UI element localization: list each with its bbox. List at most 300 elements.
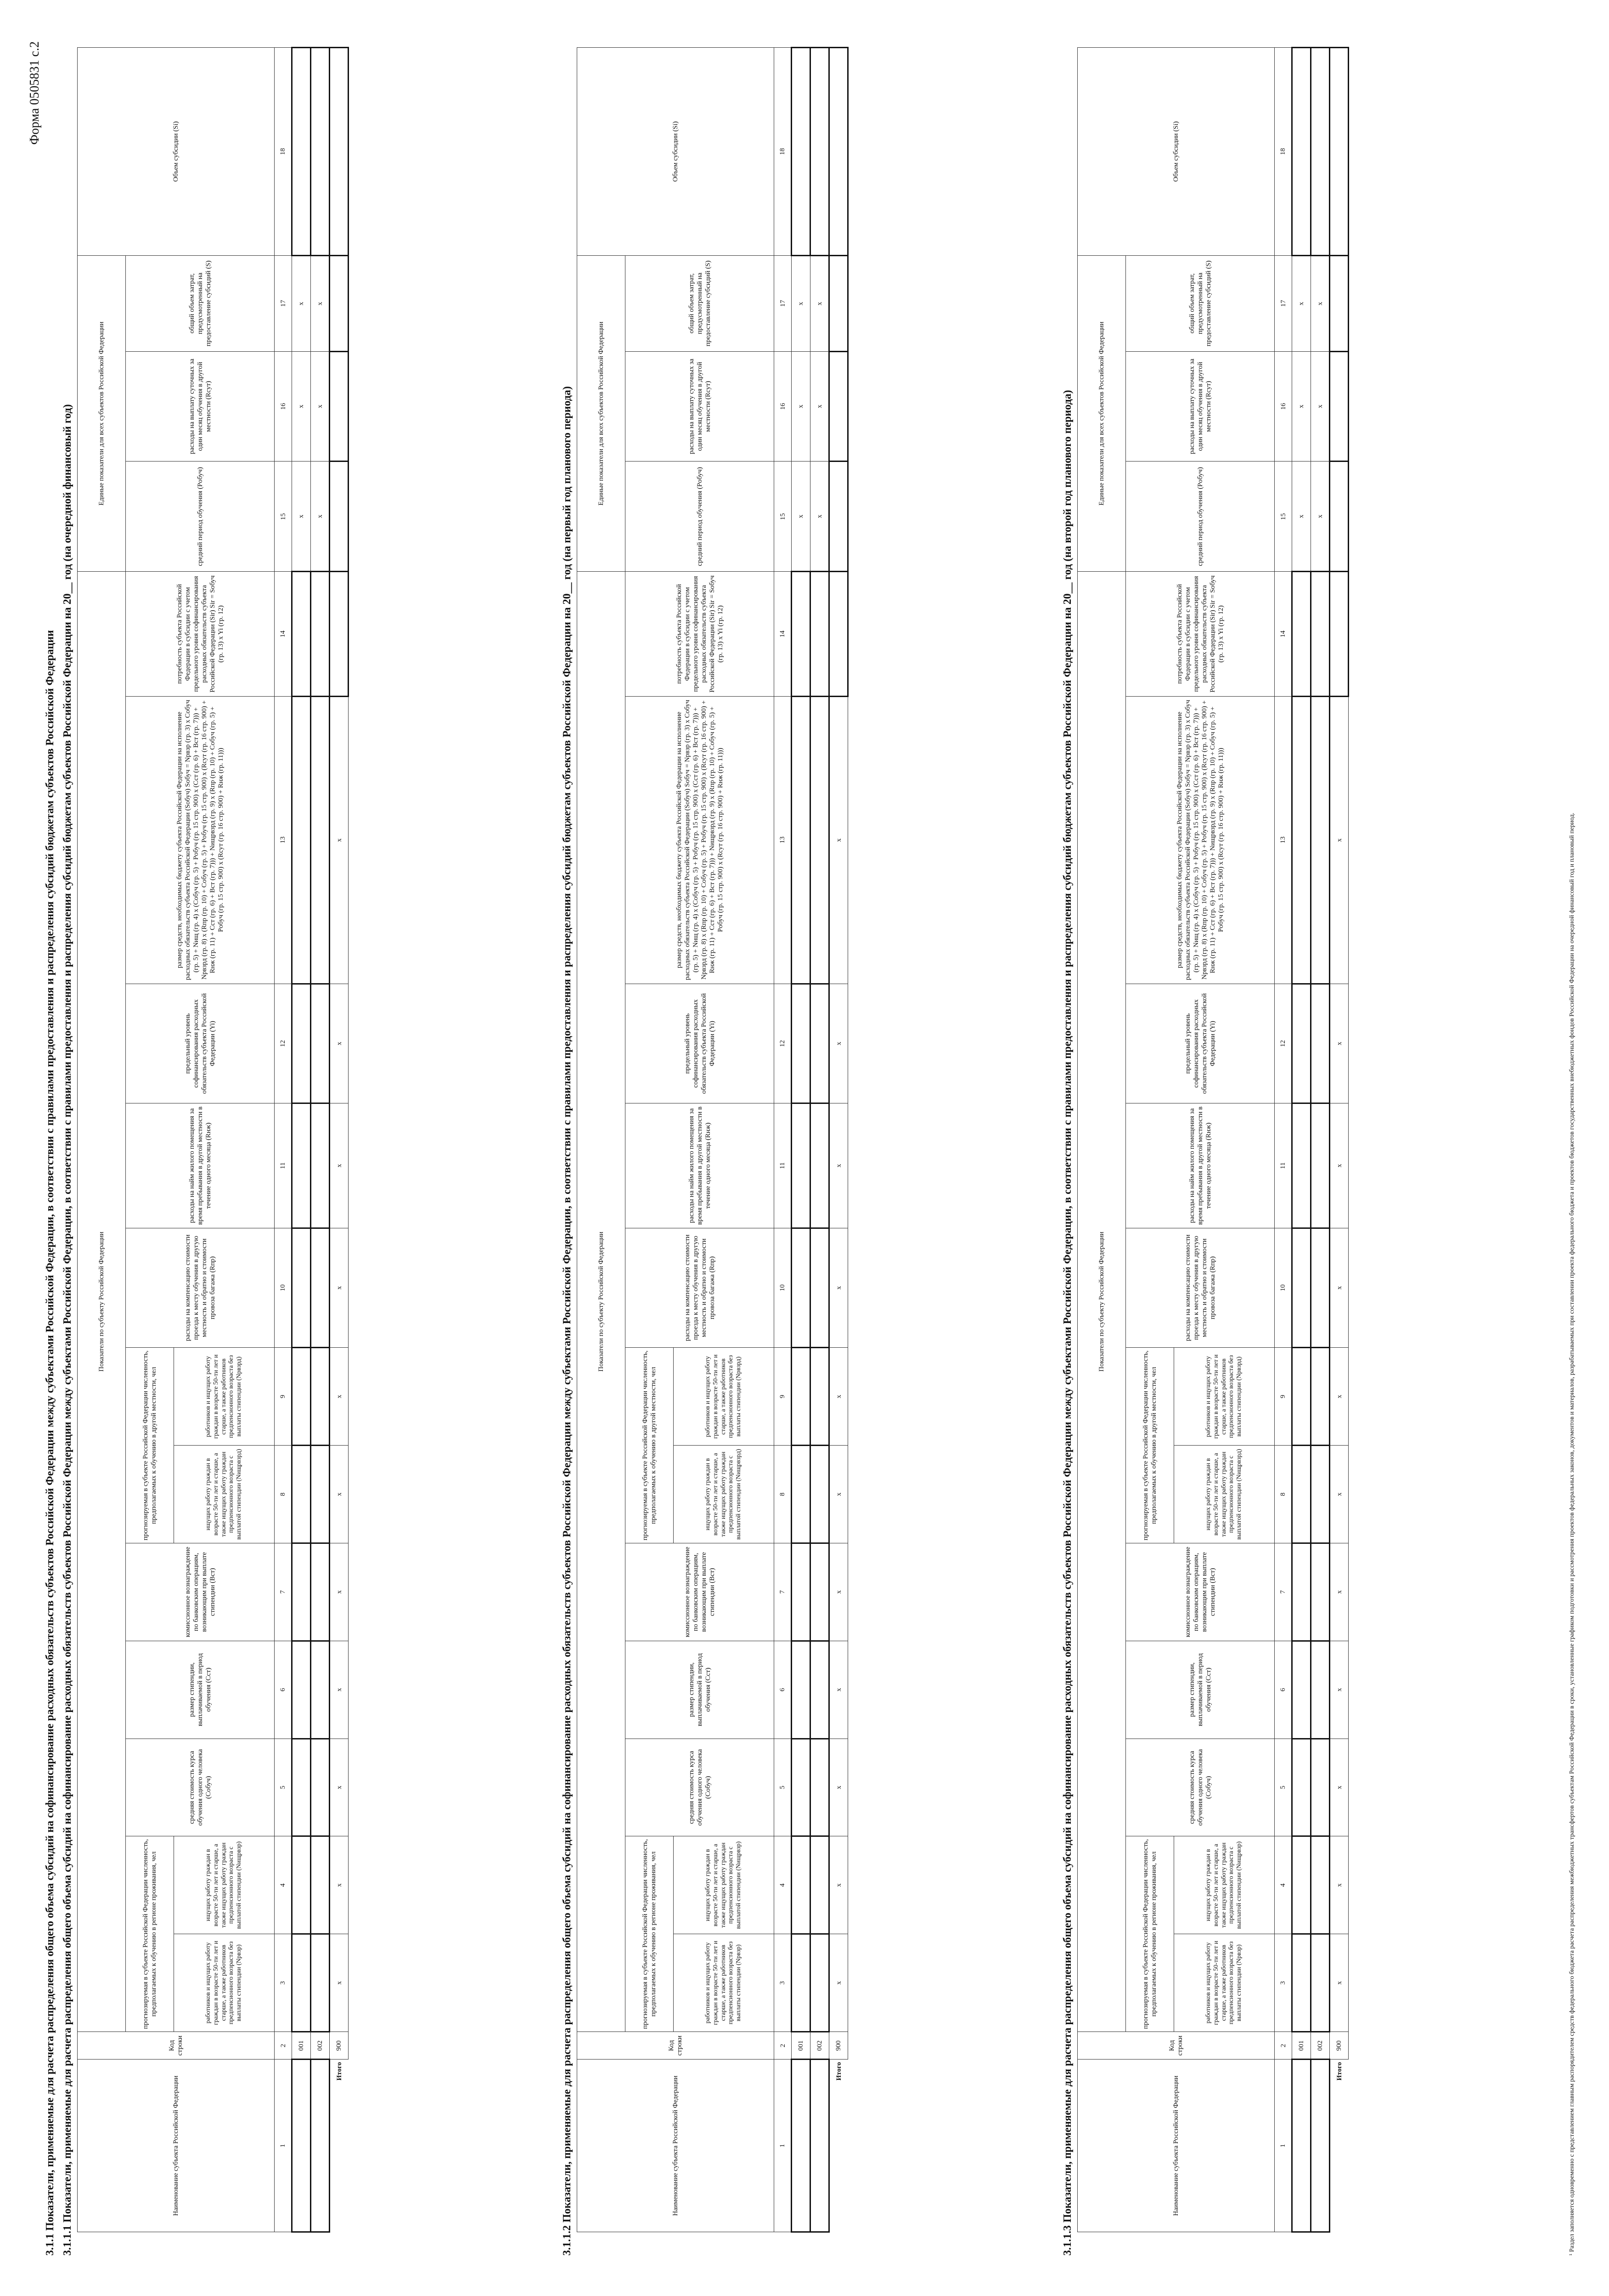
col-number: 9 [774, 1348, 792, 1446]
data-cell[interactable] [792, 1228, 810, 1348]
row-code: 001 [792, 2032, 810, 2060]
col-number: 8 [774, 1446, 792, 1543]
col-7-header: комиссионное вознаграждение по банковским операциям, возникающим при выплате стипендии (Bст) [625, 1543, 774, 1641]
data-cell[interactable] [1311, 1103, 1330, 1228]
col-11-header: расходы на найм жилого помещения за время пребывания в другой местности в течение одного месяца (Rнж) [625, 1103, 774, 1228]
data-cell[interactable] [792, 1934, 810, 2032]
x-cell: x [829, 1348, 848, 1446]
data-cell[interactable] [810, 1836, 829, 1934]
col-number: 15 [774, 461, 792, 572]
col-number: 16 [774, 351, 792, 461]
col-9-header: работников и ищущих работу граждан в возрасте 50-ти лет и старше, а также работников предпенсионного возраста без выплаты стипендии (Nрвзрд) [674, 1348, 774, 1446]
col-name-header: Наименование субъекта Российской Федерации [577, 2060, 774, 2232]
col-11-header: расходы на найм жилого помещения за время пребывания в другой местности в течение одного месяца (Rнж) [126, 1103, 275, 1228]
group-forecast-region: прогнозируемая в субъекте Российской Федерации численность, предполагаемых к обучению в регионе проживания, чел [625, 1836, 674, 2032]
row-code: 001 [1292, 2032, 1311, 2060]
x-cell: x [1330, 1836, 1349, 1934]
data-cell[interactable] [810, 1543, 829, 1641]
col-number: 17 [774, 255, 792, 351]
x-cell: x [330, 1739, 349, 1836]
total-code: 900 [330, 2032, 349, 2060]
total-row [330, 48, 349, 2232]
data-cell[interactable] [1292, 1739, 1311, 1836]
data-cell[interactable] [1311, 1739, 1330, 1836]
col-number: 3 [1275, 1934, 1292, 2032]
data-cell[interactable] [311, 1228, 330, 1348]
group-forecast-other: прогнозируемая в субъекте Российской Федерации численность, предполагаемых к обучению в другой местности, чел [1126, 1348, 1174, 1543]
x-cell: x [292, 461, 311, 572]
data-cell[interactable] [792, 1641, 810, 1739]
data-cell[interactable] [810, 572, 829, 696]
data-cell[interactable] [810, 1739, 829, 1836]
x-cell: x [1292, 351, 1311, 461]
data-cell[interactable] [311, 1934, 330, 2032]
data-cell[interactable] [810, 1228, 829, 1348]
col-12-header: предельный уровень софинансирования расходных обязательств субъекта Российской Федерации (Yi) [1126, 984, 1275, 1103]
group-forecast-other: прогнозируемая в субъекте Российской Федерации численность, предполагаемых к обучению в другой местности, чел [625, 1348, 674, 1543]
col-17-header: общий объем затрат, предусмотренный на предоставление субсидий (S) [625, 255, 774, 351]
x-cell: x [829, 1103, 848, 1228]
x-cell: x [1330, 696, 1349, 984]
data-cell[interactable] [1311, 1228, 1330, 1348]
data-cell[interactable] [1311, 696, 1330, 984]
subsection-title-2: 3.1.1.2 Показатели, применяемые для расчета распределения общего объема субсидий на софинансирование расходных обязательств субъектов Российской Федерации между субъектами Российской Федерации, в соответствии с правилами предоставления и распределения субсидий бюджетам субъектов Российской Федерации на 20__ год (на первый год планового периода) [561, 386, 573, 2256]
group-subject-header: Показатели по субъекту Российской Федерации [78, 572, 126, 2032]
x-cell: x [1330, 1348, 1349, 1446]
col-14-header: потребность субъекта Российской Федерации в субсидии с учетом предельного уровня софинансирования расходных обязательств субъекта Российской Федерации (Sir) Sir = Sобуч (гр. 13) x Yi (гр. 12) [625, 572, 774, 696]
col-number: 11 [275, 1103, 292, 1228]
col-3-header: работников и ищущих работу граждан в возрасте 50-ти лет и старше, а также работников предпенсионного возраста без выплаты стипендии (Nрвзр) [674, 1934, 774, 2032]
x-cell: x [829, 1228, 848, 1348]
data-cell[interactable] [1311, 1348, 1330, 1446]
data-cell[interactable] [1292, 1228, 1311, 1348]
data-cell[interactable] [292, 1739, 311, 1836]
column-numbers-row [275, 48, 292, 2232]
data-cell[interactable] [829, 572, 848, 696]
table-row [1292, 48, 1311, 2232]
col-number: 1 [1275, 2060, 1292, 2232]
col-6-header: размер стипендии, выплачиваемой в период обучения (Cст) [1126, 1641, 1275, 1739]
data-cell[interactable] [810, 1348, 829, 1446]
row-code: 002 [810, 2032, 829, 2060]
col-number: 13 [275, 696, 292, 984]
col-number: 14 [774, 572, 792, 696]
total-code: 900 [829, 2032, 848, 2060]
x-cell: x [810, 461, 829, 572]
data-cell[interactable] [1292, 984, 1311, 1103]
col-number: 1 [774, 2060, 792, 2232]
group-forecast-region: прогнозируемая в субъекте Российской Федерации численность, предполагаемых к обучению в регионе проживания, чел [1126, 1836, 1174, 2032]
data-cell[interactable] [792, 1739, 810, 1836]
col-number: 12 [774, 984, 792, 1103]
row-code: 001 [292, 2032, 311, 2060]
col-6-header: размер стипендии, выплачиваемой в период обучения (Cст) [625, 1641, 774, 1739]
col-4-header: ищущих работу граждан в возрасте 50-ти лет и старше, а также ищущих работу граждан предпенсионного возраста с выплатой стипендии (Nищрвзр) [1174, 1836, 1275, 1934]
col-number: 10 [774, 1228, 792, 1348]
data-cell[interactable] [1330, 572, 1349, 696]
data-cell[interactable] [1330, 461, 1349, 572]
col-number: 11 [774, 1103, 792, 1228]
x-cell: x [330, 1934, 349, 2032]
x-cell: x [330, 1543, 349, 1641]
col-5-header: средняя стоимость курса обучения одного человека (Cобуч) [1126, 1739, 1275, 1836]
group-subject-header: Показатели по субъекту Российской Федерации [1078, 572, 1126, 2032]
data-cell[interactable] [829, 255, 848, 351]
data-cell[interactable] [292, 572, 311, 696]
x-cell: x [829, 1739, 848, 1836]
region-name-cell[interactable] [292, 2060, 311, 2232]
col-number: 9 [1275, 1348, 1292, 1446]
x-cell: x [1330, 1543, 1349, 1641]
col-number: 5 [275, 1739, 292, 1836]
col-number: 18 [774, 48, 792, 256]
group-forecast-region: прогнозируемая в субъекте Российской Федерации численность, предполагаемых к обучению в регионе проживания, чел [126, 1836, 174, 2032]
col-number: 3 [275, 1934, 292, 2032]
region-name-cell[interactable] [792, 2060, 810, 2232]
x-cell: x [1311, 351, 1330, 461]
col-code-header: Код строки [78, 2032, 275, 2060]
data-cell[interactable] [1292, 1934, 1311, 2032]
data-cell[interactable] [292, 48, 311, 256]
col-number: 3 [774, 1934, 792, 2032]
col-number: 10 [1275, 1228, 1292, 1348]
x-cell: x [311, 461, 330, 572]
col-code-header: Код строки [577, 2032, 774, 2060]
col-18-header: Объем субсидии (Si) [577, 48, 774, 256]
col-8-header: ищущих работу граждан в возрасте 50-ти лет и старше, а также ищущих работу граждан предпенсионного возраста с выплатой стипендии (Nищрвзрд) [1174, 1446, 1275, 1543]
col-number: 12 [275, 984, 292, 1103]
group-all-header: Единые показатели для всех субъектов Российской Федерации [78, 255, 126, 571]
total-row [829, 48, 848, 2232]
x-cell: x [829, 1446, 848, 1543]
data-cell[interactable] [1292, 1641, 1311, 1739]
col-9-header: работников и ищущих работу граждан в возрасте 50-ти лет и старше, а также работников предпенсионного возраста без выплаты стипендии (Nрвзрд) [1174, 1348, 1275, 1446]
total-code: 900 [1330, 2032, 1349, 2060]
data-cell[interactable] [292, 984, 311, 1103]
col-name-header: Наименование субъекта Российской Федерации [1078, 2060, 1275, 2232]
group-all-header: Единые показатели для всех субъектов Российской Федерации [577, 255, 625, 571]
table-row [1311, 48, 1330, 2232]
col-16-header: расходы на выплату суточных за один месяц обучения в другой местности (Rсут) [1126, 351, 1275, 461]
data-cell[interactable] [810, 1641, 829, 1739]
data-cell[interactable] [1330, 351, 1349, 461]
row-code: 002 [1311, 2032, 1330, 2060]
x-cell: x [292, 255, 311, 351]
table-row [810, 48, 829, 2232]
x-cell: x [330, 696, 349, 984]
data-cell[interactable] [792, 1103, 810, 1228]
col-number: 2 [1275, 2032, 1292, 2060]
region-name-cell[interactable] [311, 2060, 330, 2232]
x-cell: x [1330, 1103, 1349, 1228]
x-cell: x [330, 1348, 349, 1446]
data-cell[interactable] [792, 572, 810, 696]
subsection-title-3: 3.1.1.3 Показатели, применяемые для расчета распределения общего объема субсидий на софинансирование расходных обязательств субъектов Российской Федерации между субъектами Российской Федерации, в соответствии с правилами предоставления и распределения субсидий бюджетам субъектов Российской Федерации на 20__ год (на второй год планового периода) [1062, 390, 1074, 2256]
region-name-cell[interactable] [1292, 2060, 1311, 2232]
col-15-header: средний период обучения (Pобуч) [126, 461, 275, 572]
data-cell[interactable] [311, 984, 330, 1103]
col-number: 5 [1275, 1739, 1292, 1836]
table-row [292, 48, 311, 2232]
data-cell[interactable] [292, 1641, 311, 1739]
x-cell: x [330, 1446, 349, 1543]
x-cell: x [330, 984, 349, 1103]
data-cell[interactable] [292, 1934, 311, 2032]
total-row [1330, 48, 1349, 2232]
x-cell: x [1330, 984, 1349, 1103]
data-cell[interactable] [311, 572, 330, 696]
x-cell: x [1330, 1446, 1349, 1543]
col-number: 7 [275, 1543, 292, 1641]
data-cell[interactable] [311, 1543, 330, 1641]
col-number: 2 [275, 2032, 292, 2060]
x-cell: x [330, 1641, 349, 1739]
data-cell[interactable] [810, 696, 829, 984]
data-cell[interactable] [810, 48, 829, 256]
total-label: Итого [1335, 2062, 1343, 2081]
col-number: 8 [1275, 1446, 1292, 1543]
col-14-header: потребность субъекта Российской Федерации в субсидии с учетом предельного уровня софинансирования расходных обязательств субъекта Российской Федерации (Sir) Sir = Sобуч (гр. 13) x Yi (гр. 12) [126, 572, 275, 696]
data-cell[interactable] [311, 1641, 330, 1739]
col-number: 5 [774, 1739, 792, 1836]
col-number: 17 [1275, 255, 1292, 351]
col-5-header: средняя стоимость курса обучения одного человека (Cобуч) [625, 1739, 774, 1836]
col-15-header: средний период обучения (Pобуч) [1126, 461, 1275, 572]
subsidy-table-3 [1077, 47, 1349, 2233]
col-17-header: общий объем затрат, предусмотренный на предоставление субсидий (S) [1126, 255, 1275, 351]
data-cell[interactable] [311, 696, 330, 984]
col-number: 10 [275, 1228, 292, 1348]
col-number: 8 [275, 1446, 292, 1543]
total-label: Итого [835, 2062, 843, 2081]
col-number: 6 [275, 1641, 292, 1739]
x-cell: x [829, 1836, 848, 1934]
x-cell: x [1330, 1739, 1349, 1836]
data-cell[interactable] [1292, 572, 1311, 696]
x-cell: x [792, 461, 810, 572]
data-cell[interactable] [792, 696, 810, 984]
data-cell[interactable] [1292, 1103, 1311, 1228]
col-number: 16 [1275, 351, 1292, 461]
col-7-header: комиссионное вознаграждение по банковским операциям, возникающим при выплате стипендии (Bст) [1126, 1543, 1275, 1641]
column-numbers-row [774, 48, 792, 2232]
x-cell: x [1292, 461, 1311, 572]
data-cell[interactable] [1292, 1836, 1311, 1934]
data-cell[interactable] [292, 1543, 311, 1641]
data-cell[interactable] [292, 1228, 311, 1348]
col-number: 14 [1275, 572, 1292, 696]
data-cell[interactable] [292, 1103, 311, 1228]
data-cell[interactable] [292, 1446, 311, 1543]
region-name-cell[interactable] [810, 2060, 829, 2232]
data-cell[interactable] [1311, 1641, 1330, 1739]
col-13-header: размер средств, необходимых бюджету субъекта Российской Федерации на исполнение расходных обязательств субъекта Российской Федерации (Sобуч) Sобуч = Nрвзр (гр. 3) x Cобуч (гр. 5) + Nищ (гр. 4) x (Cобуч (гр. 5) + Pобуч (гр. 15 стр. 900) x (Cст (гр. 6) + Bст (гр. 7))) + Nрвзрд (гр. 8) x (Rпр (гр. 10) + Cобуч (гр. 5) + Pобуч (гр. 15 стр. 900) x (Rсут (гр. 16 стр. 900) + Rнж (гр. 11) + Cст (гр. 6) + Bст (гр. 7))) + Nищрвзрд (гр. 9) x (Rпр (гр. 10) + Cобуч (гр. 5) + Pобуч (гр. 15 стр. 900) x (Rсут (гр. 16 стр. 900) + Rнж (гр. 11))) [625, 696, 774, 984]
col-number: 11 [1275, 1103, 1292, 1228]
col-number: 2 [774, 2032, 792, 2060]
col-number: 12 [1275, 984, 1292, 1103]
col-number: 14 [275, 572, 292, 696]
column-numbers-row [1275, 48, 1292, 2232]
data-cell[interactable] [1292, 1446, 1311, 1543]
col-10-header: расходы на компенсацию стоимости проезда к месту обучения в другую местность и обратно и стоимости провоза багажа (Rпр) [1126, 1228, 1275, 1348]
x-cell: x [810, 255, 829, 351]
data-cell[interactable] [792, 1836, 810, 1934]
x-cell: x [330, 1228, 349, 1348]
col-12-header: предельный уровень софинансирования расходных обязательств субъекта Российской Федерации (Yi) [625, 984, 774, 1103]
col-12-header: предельный уровень софинансирования расходных обязательств субъекта Российской Федерации (Yi) [126, 984, 275, 1103]
data-cell[interactable] [810, 1103, 829, 1228]
data-cell[interactable] [330, 255, 349, 351]
data-cell[interactable] [330, 572, 349, 696]
x-cell: x [330, 1836, 349, 1934]
data-cell[interactable] [311, 1103, 330, 1228]
col-number: 17 [275, 255, 292, 351]
region-name-cell[interactable] [1311, 2060, 1330, 2232]
col-number: 1 [275, 2060, 292, 2232]
subsidy-table-1 [77, 47, 349, 2233]
data-cell[interactable] [829, 461, 848, 572]
data-cell[interactable] [829, 351, 848, 461]
x-cell: x [829, 696, 848, 984]
data-cell[interactable] [829, 48, 848, 256]
col-15-header: средний период обучения (Pобуч) [625, 461, 774, 572]
col-18-header: Объем субсидии (Si) [1078, 48, 1275, 256]
x-cell: x [1330, 1934, 1349, 2032]
col-10-header: расходы на компенсацию стоимости проезда к месту обучения в другую местность и обратно и стоимости провоза багажа (Rпр) [625, 1228, 774, 1348]
data-cell[interactable] [792, 48, 810, 256]
footnote: ¹ Раздел заполняется одновременно с представлением главным распорядителем средств федерального бюджета расчета распределения межбюджетных трансфертов субъектам Российской Федерации в сроки, установленные графиком подготовки и рассмотрения проектов федеральных законов, документов и материалов, разрабатываемых при составлении проекта федерального бюджета и проектов бюджетов государственных внебюджетных фондов Российской Федерации на очередной финансовый год и плановый период. [1569, 812, 1575, 2256]
data-cell[interactable] [792, 1543, 810, 1641]
x-cell: x [792, 255, 810, 351]
table-row [792, 48, 810, 2232]
data-cell[interactable] [1311, 1446, 1330, 1543]
data-cell[interactable] [810, 1446, 829, 1543]
data-cell[interactable] [311, 48, 330, 256]
data-cell[interactable] [792, 984, 810, 1103]
col-number: 13 [774, 696, 792, 984]
col-5-header: средняя стоимость курса обучения одного человека (Cобуч) [126, 1739, 275, 1836]
col-number: 4 [1275, 1836, 1292, 1934]
col-7-header: комиссионное вознаграждение по банковским операциям, возникающим при выплате стипендии (Bст) [126, 1543, 275, 1641]
col-number: 18 [1275, 48, 1292, 256]
x-cell: x [829, 1543, 848, 1641]
data-cell[interactable] [1311, 48, 1330, 256]
col-14-header: потребность субъекта Российской Федерации в субсидии с учетом предельного уровня софинансирования расходных обязательств субъекта Российской Федерации (Sir) Sir = Sобуч (гр. 13) x Yi (гр. 12) [1126, 572, 1275, 696]
col-number: 7 [774, 1543, 792, 1641]
col-8-header: ищущих работу граждан в возрасте 50-ти лет и старше, а также ищущих работу граждан предпенсионного возраста с выплатой стипендии (Nищрвзрд) [174, 1446, 275, 1543]
x-cell: x [311, 351, 330, 461]
col-number: 6 [1275, 1641, 1292, 1739]
data-cell[interactable] [810, 1934, 829, 2032]
col-number: 18 [275, 48, 292, 256]
data-cell[interactable] [792, 1446, 810, 1543]
data-cell[interactable] [330, 48, 349, 256]
col-3-header: работников и ищущих работу граждан в возрасте 50-ти лет и старше, а также работников предпенсионного возраста без выплаты стипендии (Nрвзр) [1174, 1934, 1275, 2032]
col-13-header: размер средств, необходимых бюджету субъекта Российской Федерации на исполнение расходных обязательств субъекта Российской Федерации (Sобуч) Sобуч = Nрвзр (гр. 3) x Cобуч (гр. 5) + Nищ (гр. 4) x (Cобуч (гр. 5) + Pобуч (гр. 15 стр. 900) x (Cст (гр. 6) + Bст (гр. 7))) + Nрвзрд (гр. 8) x (Rпр (гр. 10) + Cобуч (гр. 5) + Pобуч (гр. 15 стр. 900) x (Rсут (гр. 16 стр. 900) + Rнж (гр. 11) + Cст (гр. 6) + Bст (гр. 7))) + Nищрвзрд (гр. 9) x (Rпр (гр. 10) + Cобуч (гр. 5) + Pобуч (гр. 15 стр. 900) x (Rсут (гр. 16 стр. 900) + Rнж (гр. 11))) [1126, 696, 1275, 984]
data-cell[interactable] [330, 461, 349, 572]
data-cell[interactable] [1292, 1543, 1311, 1641]
x-cell: x [829, 984, 848, 1103]
data-cell[interactable] [1292, 1348, 1311, 1446]
x-cell: x [292, 351, 311, 461]
data-cell[interactable] [311, 1348, 330, 1446]
total-label: Итого [335, 2062, 343, 2081]
x-cell: x [311, 255, 330, 351]
group-all-header: Единые показатели для всех субъектов Российской Федерации [1078, 255, 1126, 571]
col-code-header: Код строки [1078, 2032, 1275, 2060]
table-row [311, 48, 330, 2232]
subsection-title-1: 3.1.1.1 Показатели, применяемые для расчета распределения общего объема субсидий на софинансирование расходных обязательств субъектов Российской Федерации между субъектами Российской Федерации, в соответствии с правилами предоставления и распределения субсидий бюджетам субъектов Российской Федерации на 20__ год (на очередной финансовый год) [62, 404, 73, 2256]
col-13-header: размер средств, необходимых бюджету субъекта Российской Федерации на исполнение расходных обязательств субъекта Российской Федерации (Sобуч) Sобуч = Nрвзр (гр. 3) x Cобуч (гр. 5) + Nищ (гр. 4) x (Cобуч (гр. 5) + Pобуч (гр. 15 стр. 900) x (Cст (гр. 6) + Bст (гр. 7))) + Nрвзрд (гр. 8) x (Rпр (гр. 10) + Cобуч (гр. 5) + Pобуч (гр. 15 стр. 900) x (Rсут (гр. 16 стр. 900) + Rнж (гр. 11) + Cст (гр. 6) + Bст (гр. 7))) + Nищрвзрд (гр. 9) x (Rпр (гр. 10) + Cобуч (гр. 5) + Pобуч (гр. 15 стр. 900) x (Rсут (гр. 16 стр. 900) + Rнж (гр. 11))) [126, 696, 275, 984]
col-number: 15 [1275, 461, 1292, 572]
x-cell: x [829, 1641, 848, 1739]
col-3-header: работников и ищущих работу граждан в возрасте 50-ти лет и старше, а также работников предпенсионного возраста без выплаты стипендии (Nрвзр) [174, 1934, 275, 2032]
form-label: Форма 0505831 с.2 [28, 41, 42, 145]
data-cell[interactable] [1292, 696, 1311, 984]
col-17-header: общий объем затрат, предусмотренный на предоставление субсидий (S) [126, 255, 275, 351]
col-4-header: ищущих работу граждан в возрасте 50-ти лет и старше, а также ищущих работу граждан предпенсионного возраста с выплатой стипендии (Nищрвзр) [674, 1836, 774, 1934]
col-number: 9 [275, 1348, 292, 1446]
data-cell[interactable] [1330, 255, 1349, 351]
x-cell: x [330, 1103, 349, 1228]
col-number: 6 [774, 1641, 792, 1739]
group-forecast-other: прогнозируемая в субъекте Российской Федерации численность, предполагаемых к обучению в другой местности, чел [126, 1348, 174, 1543]
data-cell[interactable] [810, 984, 829, 1103]
col-18-header: Объем субсидии (Si) [78, 48, 275, 256]
col-6-header: размер стипендии, выплачиваемой в период обучения (Cст) [126, 1641, 275, 1739]
row-code: 002 [311, 2032, 330, 2060]
data-cell[interactable] [1311, 1543, 1330, 1641]
data-cell[interactable] [292, 1836, 311, 1934]
data-cell[interactable] [1311, 1934, 1330, 2032]
x-cell: x [1330, 1641, 1349, 1739]
x-cell: x [810, 351, 829, 461]
data-cell[interactable] [311, 1446, 330, 1543]
col-8-header: ищущих работу граждан в возрасте 50-ти лет и старше, а также ищущих работу граждан предпенсионного возраста с выплатой стипендии (Nищрвзрд) [674, 1446, 774, 1543]
col-name-header: Наименование субъекта Российской Федерации [78, 2060, 275, 2232]
x-cell: x [829, 1934, 848, 2032]
x-cell: x [792, 351, 810, 461]
col-number: 4 [275, 1836, 292, 1934]
data-cell[interactable] [1311, 984, 1330, 1103]
data-cell[interactable] [311, 1739, 330, 1836]
col-number: 4 [774, 1836, 792, 1934]
x-cell: x [1311, 255, 1330, 351]
x-cell: x [1330, 1228, 1349, 1348]
col-16-header: расходы на выплату суточных за один месяц обучения в другой местности (Rсут) [126, 351, 275, 461]
data-cell[interactable] [330, 351, 349, 461]
col-number: 7 [1275, 1543, 1292, 1641]
col-9-header: работников и ищущих работу граждан в возрасте 50-ти лет и старше, а также работников предпенсионного возраста без выплаты стипендии (Nрвзрд) [174, 1348, 275, 1446]
data-cell[interactable] [1311, 1836, 1330, 1934]
data-cell[interactable] [1311, 572, 1330, 696]
col-number: 15 [275, 461, 292, 572]
x-cell: x [1311, 461, 1330, 572]
data-cell[interactable] [292, 696, 311, 984]
col-10-header: расходы на компенсацию стоимости проезда к месту обучения в другую местность и обратно и стоимости провоза багажа (Rпр) [126, 1228, 275, 1348]
col-number: 16 [275, 351, 292, 461]
col-11-header: расходы на найм жилого помещения за время пребывания в другой местности в течение одного месяца (Rнж) [1126, 1103, 1275, 1228]
col-4-header: ищущих работу граждан в возрасте 50-ти лет и старше, а также ищущих работу граждан предпенсионного возраста с выплатой стипендии (Nищрвзр) [174, 1836, 275, 1934]
data-cell[interactable] [292, 1348, 311, 1446]
x-cell: x [1292, 255, 1311, 351]
col-16-header: расходы на выплату суточных за один месяц обучения в другой местности (Rсут) [625, 351, 774, 461]
data-cell[interactable] [311, 1836, 330, 1934]
data-cell[interactable] [1292, 48, 1311, 256]
data-cell[interactable] [1330, 48, 1349, 256]
data-cell[interactable] [792, 1348, 810, 1446]
subsidy-table-2 [577, 47, 849, 2233]
